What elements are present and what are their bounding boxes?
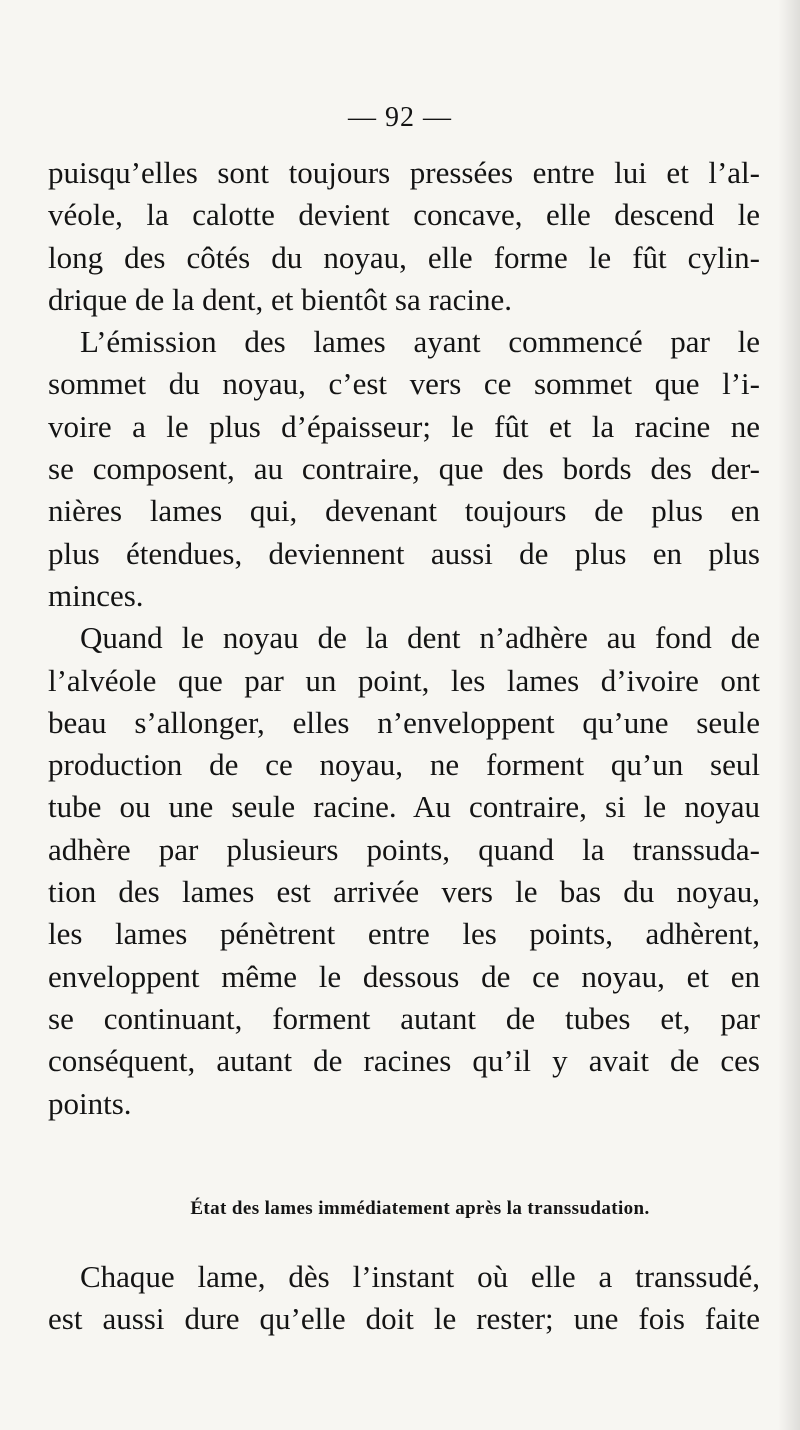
text-line: adhère par plusieurs points, quand la transsuda- — [48, 831, 760, 867]
text-line: tion des lames est arrivée vers le bas du noyau, — [48, 874, 760, 910]
text-line: enveloppent même le dessous de ce noyau, et en — [48, 958, 760, 994]
section-body-text — [48, 1256, 760, 1341]
section-heading: État des lames immédiatement après la transsudation. — [190, 1198, 650, 1219]
text-line: tube ou une seule racine. Au contraire, si le noyau — [48, 789, 760, 825]
text-line: points. — [48, 1085, 132, 1121]
text-line: minces. — [48, 577, 144, 613]
text-line: drique de la dent, et bientôt sa racine. — [48, 281, 512, 317]
text-line: se composent, au contraire, que des bords des der- — [48, 451, 760, 487]
paragraph-start-line: Chaque lame, dès l’instant où elle a transsudé, — [80, 1259, 760, 1294]
body-text — [48, 152, 760, 1125]
text-line: voire a le plus d’épaisseur; le fût et la racine ne — [48, 408, 760, 444]
text-line: est aussi dure qu’elle doit le rester; une fois faite — [48, 1301, 760, 1337]
text-line: puisqu’elles sont toujours pressées entre lui et l’al- — [48, 155, 760, 190]
text-line: beau s’allonger, elles n’enveloppent qu’une seule — [48, 704, 760, 740]
paragraph-start-line: Quand le noyau de la dent n’adhère au fond de — [80, 620, 760, 656]
text-line: production de ce noyau, ne forment qu’un seul — [48, 747, 760, 783]
text-line: les lames pénètrent entre les points, adhèrent, — [48, 916, 760, 952]
text-line: l’alvéole que par un point, les lames d’ivoire ont — [48, 662, 760, 698]
text-line: plus étendues, deviennent aussi de plus en plus — [48, 535, 760, 571]
text-line: se continuant, forment autant de tubes et, par — [48, 1000, 760, 1036]
text-line: conséquent, autant de racines qu’il y avait de ces — [48, 1043, 760, 1079]
text-line: sommet du noyau, c’est vers ce sommet que l’i- — [48, 366, 760, 402]
paragraph-start-line: L’émission des lames ayant commencé par le — [80, 324, 760, 360]
text-line: nières lames qui, devenant toujours de plus en — [48, 493, 760, 529]
text-line: long des côtés du noyau, elle forme le fût cylin- — [48, 239, 760, 275]
text-line: véole, la calotte devient concave, elle descend le — [48, 197, 760, 233]
page-number: — 92 — — [348, 102, 452, 133]
